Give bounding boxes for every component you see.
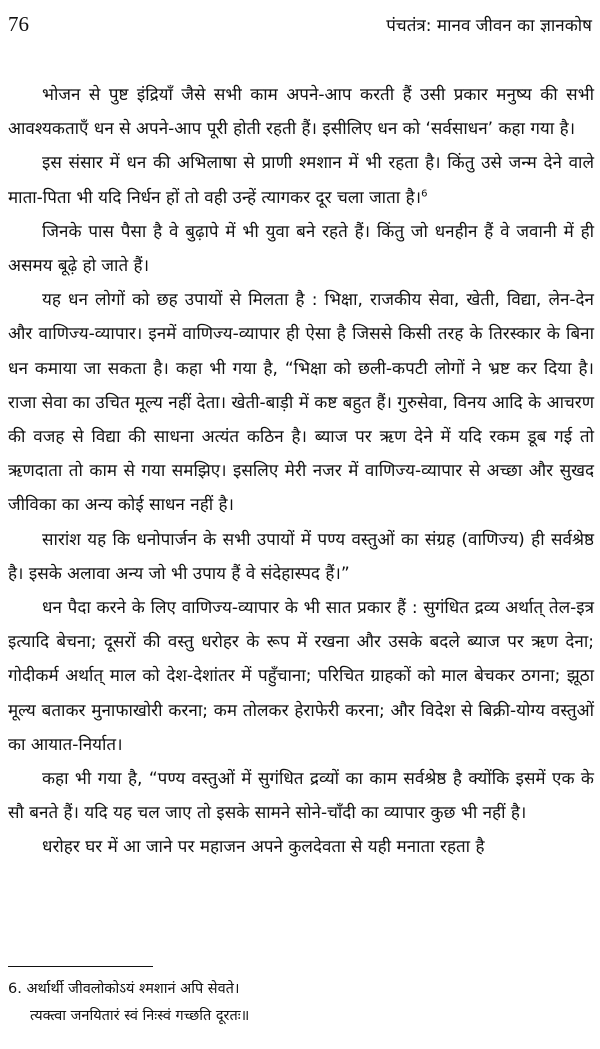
footnote-text: अर्थार्थी जीवलोकोऽयं श्मशानं अपि सेवते। [26,981,240,997]
paragraph: सारांश यह कि धनोपार्जन के सभी उपायों में पण्य वस्तुओं का संग्रह (वाणिज्य) ही सर्वश्रेष्ठ है। इसके अलावा अन्य जो भी उपाय हैं वे संदेहास्पद हैं।” [8,529,594,584]
paragraph: धन पैदा करने के लिए वाणिज्य-व्यापार के भी सात प्रकार हैं : सुगंधित द्रव्य अर्थात् तेल-इत्र इत्यादि बेचना; दूसरों की वस्तु धरोहर के रूप में रखना और उसके बदले ब्याज पर ऋण देना; गोदीकर्म अर्थात् माल को देश-देशांतर में पहुँचाना; परिचित ग्राहकों को माल बेचकर ठगना; झूठा मूल्य बताकर मुनाफाखोरी करना; कम तोलकर हेराफेरी करना; और विदेश से बिक्री-योग्य वस्तुओं का आयात-निर्यात। [8,598,594,755]
page-header [8,12,592,37]
footnote-line [8,1003,592,1030]
running-title: पंचतंत्र: मानव जीवन का ज्ञानकोष [386,16,592,36]
paragraph-with-footnote [8,146,594,214]
paragraph: जिनके पास पैसा है वे बुढ़ापे में भी युवा बने रहते हैं। किंतु जो धनहीन हैं वे जवानी में ही असमय बूढ़े हो जाते हैं। [8,221,594,277]
paragraph: धरोहर घर में आ जाने पर महाजन अपने कुलदेवता से यही मनाता रहता है [42,837,485,858]
body-text [8,78,594,865]
footnote-label: 6. [8,981,22,997]
paragraph: यह धन लोगों को छह उपायों से मिलता है : भिक्षा, राजकीय सेवा, खेती, विद्या, लेन-देन और वाणिज्य-व्यापार। इनमें वाणिज्य-व्यापार ही ऐसा है जिससे किसी तरह के तिरस्कार के बिना धन कमाया जा सकता है। कहा भी गया है, “भिक्षा को छली-कपटी लोगों ने भ्रष्ट कर दिया है। राजा सेवा का उचित मूल्य नहीं देता। खेती-बाड़ी में कष्ट बहुत हैं। गुरुसेवा, विनय आदि के आचरण की वजह से विद्या की साधना अत्यंत कठिन है। ब्याज पर ऋण देने में यदि रकम डूब गई तो ऋणदाता तो काम से गया समझिए। इसलिए मेरी नजर में वाणिज्य-व्यापार से अच्छा और सुखद जीविका का अन्य कोई साधन नहीं है। [8,290,594,516]
page-number: 76 [8,12,29,36]
footnote-line [8,976,592,1003]
paragraph: भोजन से पुष्ट इंद्रियाँ जैसे सभी काम अपने-आप करती हैं उसी प्रकार मनुष्य की सभी आवश्यकताएँ धन से अपने-आप पूरी होती रहती हैं। इसीलिए धन को ‘सर्वसाधन’ कहा गया है। [8,85,594,140]
paragraph: कहा भी गया है, “पण्य वस्तुओं में सुगंधित द्रव्यों का काम सर्वश्रेष्ठ है क्योंकि इसमें एक के सौ बनते हैं। यदि यह चल जाए तो इसके सामने सोने-चाँदी का व्यापार कुछ भी नहीं है। [8,769,594,824]
footnote-reference: 6 [421,187,428,199]
paragraph-text: इस संसार में धन की अभिलाषा से प्राणी श्मशान में भी रहता है। किंतु उसे जन्म देने वाले माता-पिता भी यदि निर्धन हों तो वही उन्हें त्यागकर दूर चला जाता है। [8,153,594,208]
footnote-text: त्यक्त्वा जनयितारं स्वं निःस्वं गच्छति दूरतः॥ [30,1008,250,1024]
footnote-divider [8,966,153,967]
footnotes [8,976,592,1030]
